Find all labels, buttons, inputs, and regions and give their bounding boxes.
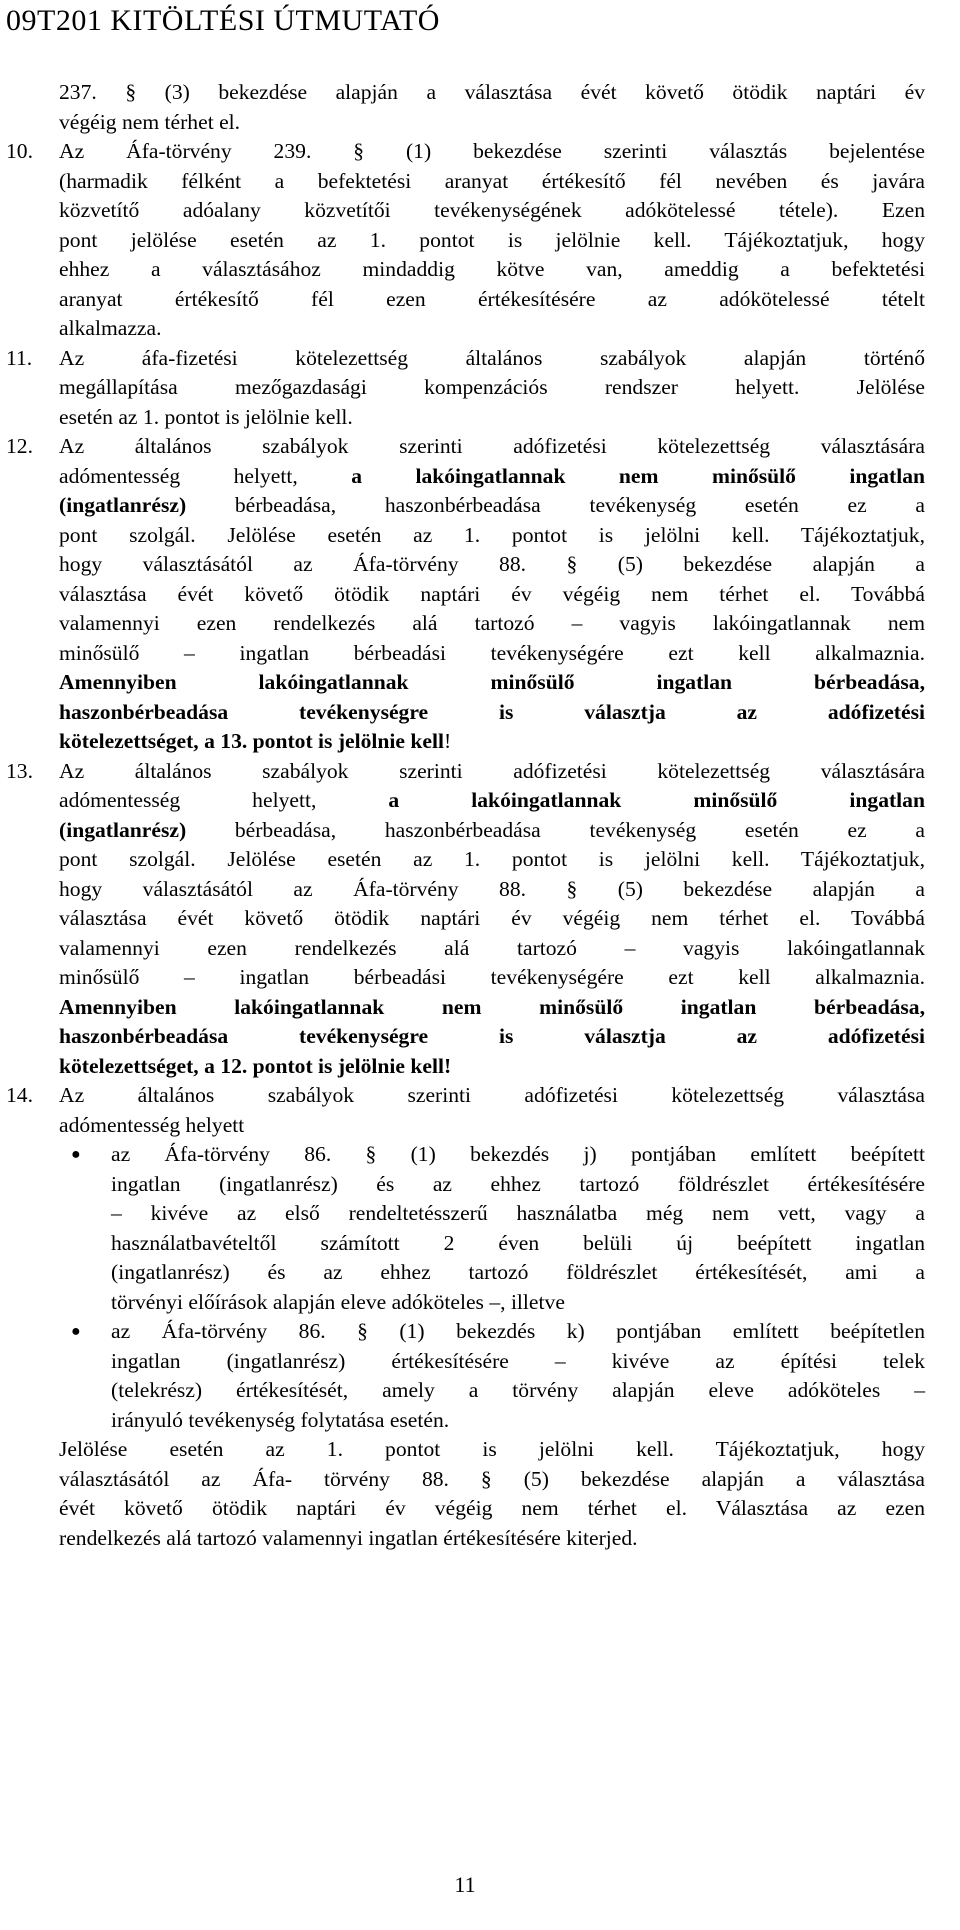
text-line: hogy választásától az Áfa-törvény 88. § (5) bekezdése alapján a (59, 876, 925, 901)
page-number: 11 (454, 1872, 476, 1897)
text-line: pont szolgál. Jelölése esetén az 1. pontot is jelölni kell. Tájékoztatjuk, (59, 522, 925, 547)
text-line: (ingatlanrész) és az ehhez tartozó földrészlet értékesítését, ami a (111, 1260, 925, 1284)
bold-run: (ingatlanrész) (59, 493, 187, 517)
text-line: Az általános szabályok szerinti adófizetési kötelezettség választása (59, 1083, 925, 1107)
text-line (59, 1052, 925, 1082)
bullet-icon: ● (71, 1323, 81, 1340)
bold-run: (ingatlanrész) (59, 817, 187, 842)
text-line: – kivéve az első rendeltetésszerű használatba még nem vett, vagy a (111, 1201, 925, 1225)
bold-run: haszonbérbeadása tevékenységre is választja az adófizetési (59, 699, 925, 724)
text-line: választása évét követő ötödik naptári év végéig nem térhet el. Továbbá (59, 581, 925, 606)
text-line: ingatlan (ingatlanrész) értékesítésére – kivéve az építési telek (111, 1348, 925, 1373)
text-line: valamennyi ezen rendelkezés alá tartozó – vagyis lakóingatlannak nem (59, 611, 925, 635)
item-number: 10. (6, 139, 33, 163)
item-number: 11. (6, 345, 33, 370)
item-11 (0, 344, 960, 433)
item-13 (0, 757, 960, 1082)
text-line: használatbavételtől számított 2 éven belüli új beépített ingatlan (111, 1230, 925, 1255)
item-number: 13. (6, 758, 33, 783)
text-line: ingatlan (ingatlanrész) és az ehhez tartozó földrészlet értékesítésére (111, 1171, 925, 1196)
text-line: (telekrész) értékesítését, amely a törvény alapján eleve adóköteles – (111, 1378, 925, 1402)
text-line: adómentesség helyett (59, 1112, 245, 1137)
bullet-item (0, 1317, 960, 1435)
text-line: hogy választásától az Áfa-törvény 88. § (5) bekezdése alapján a (59, 552, 925, 576)
text-line: pont jelölése esetén az 1. pontot is jelölnie kell. Tájékoztatjuk, hogy (59, 227, 925, 252)
bold-run: a lakóingatlannak nem minősülő ingatlan (351, 463, 926, 488)
text-line: aranyat értékesítő fél ezen értékesítésére az adókötelessé tételt (59, 286, 925, 311)
bullet-icon: ● (71, 1146, 81, 1163)
text-line: választása évét követő ötödik naptári év végéig nem térhet el. Továbbá (59, 906, 925, 930)
text-line: törvényi előírások alapján eleve adóköteles –, illetve (111, 1289, 565, 1314)
text-line (59, 668, 925, 698)
text-line: ehhez a választásához mindaddig kötve van, ameddig a befektetési (59, 257, 925, 281)
text-line: minősülő – ingatlan bérbeadási tevékenységére ezt kell alkalmaznia. (59, 965, 925, 989)
text-line: Az áfa-fizetési kötelezettség általános szabályok alapján történő (59, 345, 925, 370)
text-line: pont szolgál. Jelölése esetén az 1. pontot is jelölni kell. Tájékoztatjuk, (59, 847, 925, 871)
text-run: adómentesség helyett, (59, 463, 352, 488)
text-line: évét követő ötödik naptári év végéig nem térhet el. Választása az ezen (59, 1496, 925, 1520)
text-line: Jelölése esetén az 1. pontot is jelölni kell. Tájékoztatjuk, hogy (59, 1437, 925, 1461)
text-line: Az Áfa-törvény 239. § (1) bekezdése szerinti választás bejelentése (59, 139, 925, 163)
bold-run: a lakóingatlannak minősülő ingatlan (388, 788, 925, 812)
text-line: alkalmazza. (59, 316, 162, 340)
bold-run: kötelezettséget, a 13. pontot is jelölnie kell (59, 729, 445, 753)
item-number: 14. (6, 1083, 33, 1107)
text-line: esetén az 1. pontot is jelölnie kell. (59, 404, 353, 429)
text-line (59, 462, 925, 492)
text-line (59, 727, 925, 757)
bold-run: Amennyiben lakóingatlannak nem minősülő ingatlan bérbeadása, (59, 994, 925, 1019)
item-10 (0, 137, 960, 344)
intro-paragraph (0, 78, 960, 137)
bullet-item (0, 1140, 960, 1317)
text-line: az Áfa-törvény 86. § (1) bekezdés j) pontjában említett beépített (111, 1142, 925, 1166)
text-line: az Áfa-törvény 86. § (1) bekezdés k) pontjában említett beépítetlen (111, 1319, 925, 1343)
text-line: minősülő – ingatlan bérbeadási tevékenységére ezt kell alkalmaznia. (59, 640, 925, 665)
text-line (59, 698, 925, 728)
text-line: megállapítása mezőgazdasági kompenzációs rendszer helyett. Jelölése (59, 375, 925, 399)
text-line: Az általános szabályok szerinti adófizetési kötelezettség választására (59, 434, 925, 458)
bold-run: Amennyiben lakóingatlannak minősülő ingatlan bérbeadása, (59, 670, 925, 694)
text-line: 237. § (3) bekezdése alapján a választása évét követő ötödik naptári év (59, 80, 925, 104)
text-run: ! (444, 729, 452, 753)
text-line (59, 491, 925, 521)
text-line: irányuló tevékenység folytatása esetén. (111, 1407, 450, 1432)
text-line: (harmadik félként a befektetési aranyat értékesítő fél nevében és javára (59, 168, 925, 193)
bold-run: haszonbérbeadása tevékenységre is választja az adófizetési (59, 1024, 925, 1048)
item-number: 12. (6, 434, 33, 458)
bold-run: kötelezettséget, a 12. pontot is jelölnie kell! (59, 1053, 452, 1078)
text-line: rendelkezés alá tartozó valamennyi ingatlan értékesítésére kiterjed. (59, 1525, 638, 1550)
text-line: választásától az Áfa- törvény 88. § (5) bekezdése alapján a választása (59, 1466, 925, 1491)
text-line: valamennyi ezen rendelkezés alá tartozó – vagyis lakóingatlannak (59, 935, 925, 960)
text-run: adómentesség helyett, (59, 788, 389, 812)
text-line: Az általános szabályok szerinti adófizetési kötelezettség választására (59, 758, 925, 783)
page-header: 09T201 KITÖLTÉSI ÚTMUTATÓ (6, 4, 440, 37)
text-line: közvetítő adóalany közvetítői tevékenységének adókötelessé tétele). Ezen (59, 198, 925, 222)
text-line: végéig nem térhet el. (59, 109, 241, 134)
document-body (0, 78, 960, 1553)
text-line (59, 816, 925, 846)
text-line (59, 993, 925, 1023)
item-14 (0, 1081, 960, 1553)
text-run: bérbeadása, haszonbérbeadása tevékenység esetén ez a (186, 493, 925, 517)
text-run: bérbeadása, haszonbérbeadása tevékenység esetén ez a (186, 817, 925, 842)
text-line (59, 1022, 925, 1052)
item-12 (0, 432, 960, 757)
text-line (59, 786, 925, 816)
